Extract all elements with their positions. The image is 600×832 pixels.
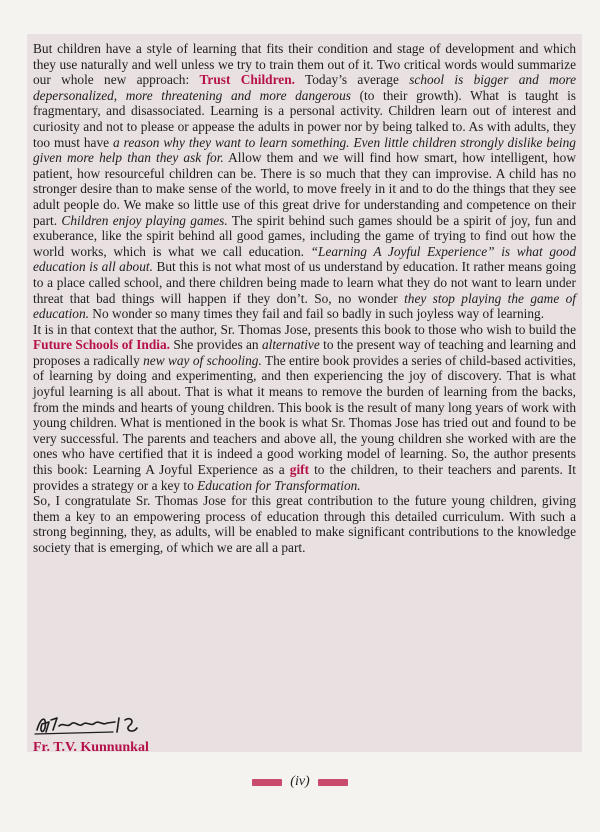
footer-left-bar [252, 779, 282, 786]
highlighted-phrase: gift [289, 462, 310, 478]
italic-phrase: alternative [261, 337, 320, 353]
italic-phrase: “Learning A Joyful Experience” is what good education is all about. [33, 243, 577, 275]
text-run: Today’s average [294, 72, 410, 88]
text-run: But children have a style of learning that fits their condition and stage of development and which they use naturally and well unless we try to train them out of it. Two critical words would summarize our whole new approach: [33, 41, 576, 88]
italic-phrase: a reason why they want to learn something. Even little children strongly dislike being given more help than they ask for. [33, 134, 576, 166]
text-run: The entire book provides a series of child-based activities, of learning by doing and experimenting, and then experiencing the joy of discovery. That is what joyful learning is all about. That is what it means to remove the burden of learning from the backs, from the minds and hearts of young children. This book is the result of many long years of work with young children. What is mentioned in the book is what Sr. Thomas Jose has tried out and found to be very successful. The parents and teachers and above all, the young children she worked with are the ones who have certified that it is indeed a good working model of learning. So, the author presents this book: Learning A Joyful Experience as a [33, 352, 577, 478]
text-run: It is in that context that the author, Sr. Thomas Jose, presents this book to those who wish to build the [33, 321, 576, 337]
text-run: (to their growth). What is taught is fragmentary, and disassociated. Learning is a personal activity. Children learn out of interest and curiosity and not to please or appease the adults in power nor by being talked to. As with adults, they too must have [33, 87, 576, 150]
italic-phrase: Children enjoy playing games. [61, 212, 228, 228]
foreword-body [33, 41, 576, 556]
highlighted-phrase: Trust Children. [199, 72, 295, 88]
paragraph-3 [33, 493, 576, 555]
author-name: Fr. T.V. Kunnunkal [33, 740, 149, 755]
paragraph-1 [33, 41, 576, 322]
italic-phrase: they stop playing the game of education. [33, 290, 576, 322]
text-run: But this is not what most of us understand by education. It rather means going to a place called school, and there children being made to learn what they do not want to learn under threat that bad things will happen if they don’t. So, no wonder [33, 259, 576, 306]
highlighted-phrase: Future Schools of India. [33, 337, 170, 353]
footer-right-bar [318, 779, 348, 786]
page-number: (iv) [290, 774, 310, 789]
handwritten-signature [33, 712, 153, 738]
text-run: to the present way of teaching and learning and proposes a radically [33, 337, 576, 368]
italic-phrase: new way of schooling. [143, 352, 262, 368]
text-run: No wonder so many times they fail and fail so badly in such joyless way of learning. [88, 306, 545, 322]
page-footer [0, 772, 600, 792]
text-run: She provides an [169, 337, 262, 353]
paragraph-2 [33, 322, 576, 494]
italic-phrase: school is bigger and more depersonalized, more threatening and more dangerous [33, 72, 576, 103]
text-run: The spirit behind such games should be a spirit of joy, fun and exuberance, like the spirit behind all good games, including the game of trying to find out how the world works, which is what we call education. [33, 212, 577, 259]
text-run: Allow them and we will find how smart, how intelligent, how patient, how resourceful children can be. There is so much that they can improvise. A child has no stronger desire than to make sense of the world, to move freely in it and to do the things that they see adult people do. We make so little use of this great drive for understanding and competence on their part. [33, 150, 576, 228]
text-run: So, I congratulate Sr. Thomas Jose for this great contribution to the future young children, giving them a key to an empowering process of education through this detailed curriculum. With such a strong beginning, they, as adults, will be enabled to make significant contributions to the knowledge society that is emerging, of which we are all a part. [33, 493, 576, 555]
text-run: to the children, to their teachers and parents. It provides a strategy or a key to [33, 462, 576, 493]
italic-phrase: Education for Transformation. [197, 477, 361, 493]
